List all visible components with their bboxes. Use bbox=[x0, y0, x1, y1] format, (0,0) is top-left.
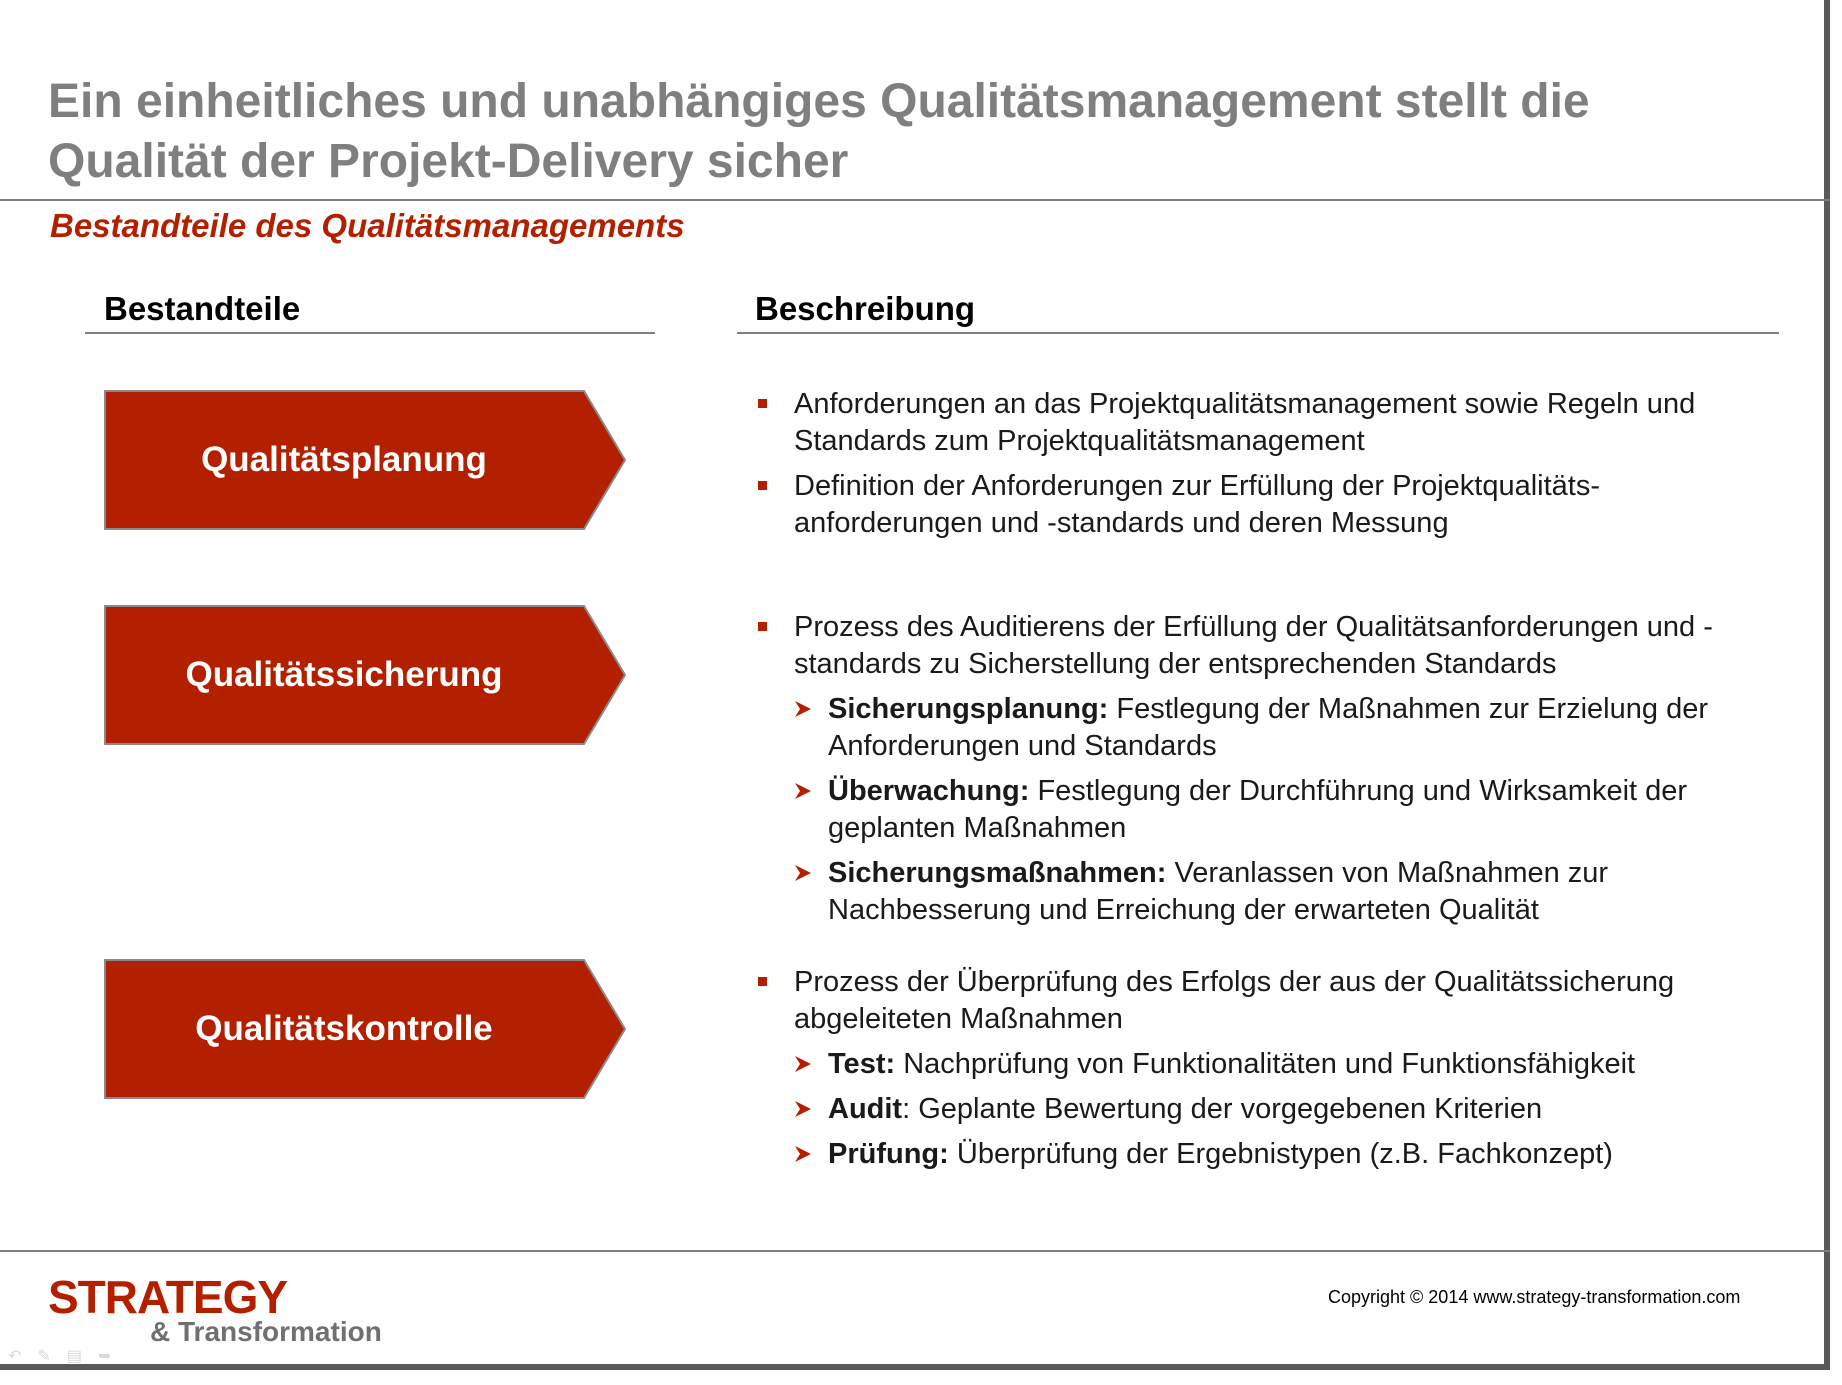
square-bullet-icon bbox=[758, 977, 767, 986]
description-qualitaetsplanung bbox=[758, 386, 1788, 550]
list-item: Prozess des Auditierens der Erfüllung der Qualitätsanforderungen und -standards zu Sicherstellung der entsprechenden Standards bbox=[758, 609, 1788, 683]
logo-strategy: STRATEGY bbox=[48, 1271, 288, 1323]
sub-list-item: Test: Nachprüfung von Funktionalitäten und Funktionsfähigkeit bbox=[758, 1046, 1788, 1083]
chevron-label: Qualitätskontrolle bbox=[195, 1009, 493, 1048]
square-bullet-icon bbox=[758, 622, 767, 631]
chevron-qualitaetskontrolle bbox=[104, 959, 626, 1099]
arrow-bullet-icon bbox=[792, 862, 814, 884]
title-line-2: Qualität der Projekt-Delivery sicher bbox=[48, 135, 849, 188]
sub-list-item: Audit: Geplante Bewertung der vorgegebenen Kriterien bbox=[758, 1091, 1788, 1128]
list-item: Prozess der Überprüfung des Erfolgs der aus der Qualitätssicherung abgeleiteten Maßnahmen bbox=[758, 964, 1788, 1038]
sub-list-item: Sicherungsplanung: Festlegung der Maßnahmen zur Erzielung der Anforderungen und Standards bbox=[758, 691, 1788, 765]
column-divider-left bbox=[85, 332, 655, 334]
title-line-1: Ein einheitliches und unabhängiges Qualitätsmanagement stellt die bbox=[48, 75, 1590, 128]
sub-list-item: Sicherungsmaßnahmen: Veranlassen von Maßnahmen zur Nachbesserung und Erreichung der erwarteten Qualität bbox=[758, 855, 1788, 929]
list-item: Anforderungen an das Projektqualitätsmanagement sowie Regeln und Standards zum Projektqualitätsmanagement bbox=[758, 386, 1788, 460]
arrow-bullet-icon bbox=[792, 1143, 814, 1165]
forward-arrow-icon[interactable]: ➥ bbox=[97, 1348, 112, 1365]
slide-nav-controls bbox=[8, 1348, 111, 1366]
sub-list-item: Überwachung: Festlegung der Durchführung und Wirksamkeit der geplanten Maßnahmen bbox=[758, 773, 1788, 847]
title-divider bbox=[0, 199, 1830, 201]
column-header-description: Beschreibung bbox=[755, 290, 976, 327]
menu-icon[interactable]: ▤ bbox=[66, 1348, 82, 1365]
arrow-bullet-icon bbox=[792, 1053, 814, 1075]
footer-divider bbox=[0, 1250, 1830, 1252]
copyright-text: Copyright © 2014 www.strategy-transformation.com bbox=[1328, 1287, 1741, 1307]
square-bullet-icon bbox=[758, 481, 767, 490]
subtitle: Bestandteile des Qualitätsmanagements bbox=[50, 207, 685, 244]
arrow-bullet-icon bbox=[792, 698, 814, 720]
column-divider-right bbox=[737, 332, 1779, 334]
chevron-qualitaetssicherung bbox=[104, 605, 626, 745]
page-title bbox=[48, 72, 1748, 192]
arrow-bullet-icon bbox=[792, 780, 814, 802]
chevron-label: Qualitätsplanung bbox=[201, 440, 487, 479]
list-item: Definition der Anforderungen zur Erfüllung der Projektqualitäts-anforderungen und -standards und deren Messung bbox=[758, 468, 1788, 542]
sub-list-item: Prüfung: Überprüfung der Ergebnistypen (z.B. Fachkonzept) bbox=[758, 1136, 1788, 1173]
description-qualitaetskontrolle bbox=[758, 964, 1788, 1181]
column-header-components: Bestandteile bbox=[104, 290, 301, 327]
chevron-qualitaetsplanung bbox=[104, 390, 626, 530]
logo-transformation: & Transformation bbox=[150, 1316, 382, 1347]
arrow-bullet-icon bbox=[792, 1098, 814, 1120]
description-qualitaetssicherung bbox=[758, 609, 1788, 937]
back-arrow-icon[interactable]: ↶ bbox=[8, 1348, 22, 1365]
chevron-label: Qualitätssicherung bbox=[185, 655, 503, 694]
square-bullet-icon bbox=[758, 399, 767, 408]
pen-icon[interactable]: ✎ bbox=[37, 1348, 51, 1365]
